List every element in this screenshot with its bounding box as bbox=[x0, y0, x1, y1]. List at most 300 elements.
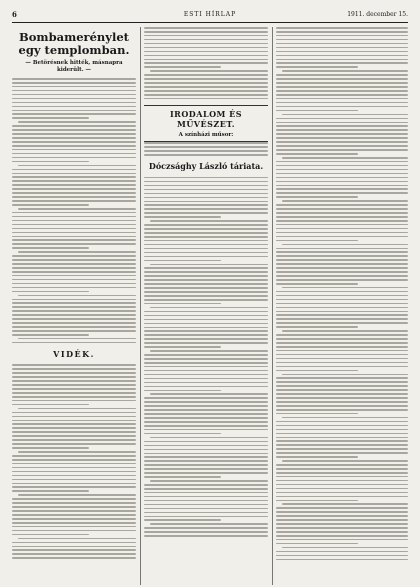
text-line bbox=[12, 514, 136, 516]
text-line bbox=[276, 196, 358, 198]
headline-bomb: Bombamerénylet egy templomban. bbox=[18, 30, 130, 57]
text-line bbox=[276, 543, 358, 545]
text-line bbox=[144, 240, 268, 242]
text-line bbox=[12, 267, 136, 269]
text-line bbox=[12, 334, 89, 336]
article-body bbox=[276, 27, 408, 560]
text-line bbox=[276, 102, 408, 104]
text-line bbox=[144, 39, 268, 41]
text-line bbox=[276, 232, 408, 234]
text-line bbox=[150, 264, 268, 266]
text-line bbox=[12, 243, 136, 245]
text-line bbox=[144, 346, 221, 348]
section-irodalom: IRODALOM ÉS MŰVÉSZET. bbox=[169, 109, 243, 130]
text-line bbox=[276, 224, 408, 226]
text-line bbox=[12, 192, 136, 194]
text-line bbox=[276, 283, 358, 285]
text-line bbox=[276, 267, 408, 269]
text-line bbox=[12, 110, 136, 112]
text-line bbox=[144, 378, 268, 380]
text-line bbox=[12, 236, 136, 238]
text-line bbox=[276, 169, 408, 171]
text-line bbox=[144, 445, 268, 447]
text-line bbox=[12, 196, 136, 198]
text-line bbox=[150, 480, 268, 482]
text-line bbox=[144, 177, 268, 179]
text-line bbox=[276, 204, 408, 206]
text-line bbox=[144, 508, 268, 510]
text-line bbox=[144, 496, 268, 498]
text-line bbox=[18, 494, 136, 496]
text-line bbox=[12, 439, 136, 441]
text-line bbox=[276, 484, 408, 486]
column-1 bbox=[12, 27, 136, 561]
text-line bbox=[144, 204, 268, 206]
text-line bbox=[12, 94, 136, 96]
text-line bbox=[12, 102, 136, 104]
text-line bbox=[276, 153, 358, 155]
text-line bbox=[150, 523, 268, 525]
text-line bbox=[144, 150, 268, 152]
text-line bbox=[144, 519, 221, 521]
text-line bbox=[150, 70, 268, 72]
text-line bbox=[12, 318, 136, 320]
text-line bbox=[144, 334, 268, 336]
text-line bbox=[144, 232, 268, 234]
text-line bbox=[12, 255, 136, 257]
text-line bbox=[144, 500, 268, 502]
text-line bbox=[276, 440, 408, 442]
text-line bbox=[276, 314, 408, 316]
text-line bbox=[276, 515, 408, 517]
text-line bbox=[276, 342, 408, 344]
text-line bbox=[276, 27, 408, 29]
text-line bbox=[144, 516, 268, 518]
text-line bbox=[12, 263, 136, 265]
text-line bbox=[276, 271, 408, 273]
text-line bbox=[276, 350, 408, 352]
text-line bbox=[18, 208, 136, 210]
text-line bbox=[12, 228, 136, 230]
text-line bbox=[144, 287, 268, 289]
text-line bbox=[12, 420, 136, 422]
text-line bbox=[144, 504, 268, 506]
text-line bbox=[144, 236, 268, 238]
text-line bbox=[276, 381, 408, 383]
text-line bbox=[276, 535, 408, 537]
text-line bbox=[144, 386, 268, 388]
text-line bbox=[144, 201, 268, 203]
text-line bbox=[144, 35, 268, 37]
text-line bbox=[144, 374, 268, 376]
text-line bbox=[144, 295, 268, 297]
text-line bbox=[12, 510, 136, 512]
text-line bbox=[276, 263, 408, 265]
text-line bbox=[12, 176, 136, 178]
text-line bbox=[12, 443, 136, 445]
text-line bbox=[144, 531, 268, 533]
text-line bbox=[12, 82, 136, 84]
text-line bbox=[144, 86, 268, 88]
text-line bbox=[276, 456, 358, 458]
text-line bbox=[144, 421, 268, 423]
text-line bbox=[144, 31, 268, 33]
text-line bbox=[12, 534, 89, 536]
text-line bbox=[12, 173, 136, 175]
text-line bbox=[144, 303, 221, 305]
text-line bbox=[12, 275, 136, 277]
text-line bbox=[12, 380, 136, 382]
text-line bbox=[12, 247, 89, 249]
text-line bbox=[12, 287, 136, 289]
text-line bbox=[282, 244, 408, 246]
text-line bbox=[144, 82, 268, 84]
text-line bbox=[144, 382, 268, 384]
text-line bbox=[12, 180, 136, 182]
text-line bbox=[276, 334, 408, 336]
text-line bbox=[12, 326, 136, 328]
text-line bbox=[276, 220, 408, 222]
text-line bbox=[282, 330, 408, 332]
text-line bbox=[12, 86, 136, 88]
text-line bbox=[144, 224, 268, 226]
text-line bbox=[144, 47, 268, 49]
text-line bbox=[144, 362, 268, 364]
text-line bbox=[18, 251, 136, 253]
text-line bbox=[12, 157, 136, 159]
text-line bbox=[150, 307, 268, 309]
text-line bbox=[276, 145, 408, 147]
text-line bbox=[144, 460, 268, 462]
text-line bbox=[144, 484, 268, 486]
text-line bbox=[144, 62, 268, 64]
text-line bbox=[144, 441, 268, 443]
text-line bbox=[12, 455, 136, 457]
text-line bbox=[144, 248, 268, 250]
text-line bbox=[276, 322, 408, 324]
column-divider bbox=[272, 27, 273, 585]
text-line bbox=[276, 413, 358, 415]
text-line bbox=[276, 527, 408, 529]
text-line bbox=[282, 547, 408, 549]
text-line bbox=[12, 283, 136, 285]
text-line bbox=[12, 141, 136, 143]
text-line bbox=[276, 559, 408, 561]
text-line bbox=[12, 502, 136, 504]
article-title-doczsaghy: Dóczsághy László táriata. bbox=[148, 160, 264, 171]
text-line bbox=[144, 78, 268, 80]
text-line bbox=[144, 197, 268, 199]
text-line bbox=[144, 476, 221, 478]
text-line bbox=[12, 423, 136, 425]
text-line bbox=[18, 538, 136, 540]
text-line bbox=[282, 70, 408, 72]
text-line bbox=[144, 228, 268, 230]
text-line bbox=[12, 546, 136, 548]
text-line bbox=[12, 376, 136, 378]
text-line bbox=[276, 133, 408, 135]
text-line bbox=[276, 385, 408, 387]
text-line bbox=[276, 98, 408, 100]
text-line bbox=[144, 181, 268, 183]
text-line bbox=[144, 527, 268, 529]
text-line bbox=[144, 401, 268, 403]
text-line bbox=[144, 338, 268, 340]
text-line bbox=[12, 153, 136, 155]
text-line bbox=[12, 306, 136, 308]
text-line bbox=[276, 122, 408, 124]
text-line bbox=[276, 39, 408, 41]
text-line bbox=[12, 498, 136, 500]
text-line bbox=[276, 437, 408, 439]
text-line bbox=[276, 464, 408, 466]
text-line bbox=[276, 55, 408, 57]
text-line bbox=[12, 530, 136, 532]
text-line bbox=[144, 275, 268, 277]
text-line bbox=[144, 319, 268, 321]
text-line bbox=[282, 503, 408, 505]
text-line bbox=[276, 507, 408, 509]
text-line bbox=[276, 295, 408, 297]
text-line bbox=[276, 255, 408, 257]
text-line bbox=[12, 435, 136, 437]
text-line bbox=[144, 208, 268, 210]
text-line bbox=[12, 404, 89, 406]
text-line bbox=[144, 449, 268, 451]
program-list bbox=[144, 142, 268, 155]
article-body bbox=[144, 177, 268, 537]
section-videk: VIDÉK. bbox=[53, 349, 95, 360]
text-line bbox=[276, 192, 408, 194]
text-line bbox=[276, 307, 408, 309]
text-line bbox=[144, 212, 268, 214]
text-line bbox=[12, 188, 136, 190]
text-line bbox=[144, 366, 268, 368]
text-line bbox=[144, 330, 268, 332]
text-line bbox=[12, 117, 89, 119]
text-line bbox=[276, 480, 408, 482]
text-line bbox=[144, 90, 268, 92]
text-line bbox=[12, 129, 136, 131]
header-rule bbox=[12, 22, 408, 23]
text-line bbox=[144, 405, 268, 407]
text-line bbox=[144, 397, 268, 399]
text-line bbox=[276, 555, 408, 557]
text-line bbox=[276, 326, 358, 328]
text-line bbox=[12, 224, 136, 226]
text-line bbox=[276, 303, 408, 305]
text-line bbox=[12, 526, 136, 528]
text-line bbox=[276, 43, 408, 45]
text-line bbox=[276, 181, 408, 183]
text-line bbox=[276, 377, 408, 379]
text-line bbox=[12, 368, 136, 370]
text-line bbox=[276, 511, 408, 513]
text-line bbox=[276, 338, 408, 340]
text-line bbox=[18, 408, 136, 410]
text-line bbox=[144, 189, 268, 191]
text-line bbox=[276, 86, 408, 88]
article-body bbox=[144, 27, 268, 99]
text-line bbox=[276, 62, 408, 64]
text-line bbox=[276, 188, 408, 190]
text-line bbox=[276, 519, 408, 521]
text-line bbox=[150, 220, 268, 222]
text-line bbox=[276, 106, 408, 108]
subhead-bomb: — Betörésnek hitték, másnapra kiderült. — bbox=[25, 60, 123, 73]
text-line bbox=[144, 409, 268, 411]
text-line bbox=[12, 133, 136, 135]
text-line bbox=[276, 59, 408, 61]
text-line bbox=[276, 251, 408, 253]
text-line bbox=[276, 161, 408, 163]
columns bbox=[12, 27, 408, 585]
text-line bbox=[150, 350, 268, 352]
text-line bbox=[144, 488, 268, 490]
page-header bbox=[12, 8, 408, 22]
text-line bbox=[144, 492, 268, 494]
text-line bbox=[276, 137, 408, 139]
text-line bbox=[12, 483, 136, 485]
section-box bbox=[144, 105, 268, 142]
text-line bbox=[144, 358, 268, 360]
text-line bbox=[276, 358, 408, 360]
text-line bbox=[276, 129, 408, 131]
text-line bbox=[276, 165, 408, 167]
text-line bbox=[12, 479, 136, 481]
text-line bbox=[144, 216, 221, 218]
text-line bbox=[12, 314, 136, 316]
text-line bbox=[276, 354, 408, 356]
text-line bbox=[12, 553, 136, 555]
text-line bbox=[12, 471, 136, 473]
text-line bbox=[282, 460, 408, 462]
text-line bbox=[276, 488, 408, 490]
text-line bbox=[144, 425, 268, 427]
text-line bbox=[12, 149, 136, 151]
text-line bbox=[12, 137, 136, 139]
text-line bbox=[282, 157, 408, 159]
text-line bbox=[276, 500, 358, 502]
text-line bbox=[144, 244, 268, 246]
text-line bbox=[12, 518, 136, 520]
text-line bbox=[144, 260, 221, 262]
text-line bbox=[282, 374, 408, 376]
text-line bbox=[144, 535, 268, 537]
article-body bbox=[12, 78, 136, 343]
text-line bbox=[12, 490, 89, 492]
text-line bbox=[276, 240, 358, 242]
text-line bbox=[276, 468, 408, 470]
text-line bbox=[276, 248, 408, 250]
text-line bbox=[144, 390, 221, 392]
text-line bbox=[276, 311, 408, 313]
text-line bbox=[144, 185, 268, 187]
text-line bbox=[276, 421, 408, 423]
text-line bbox=[12, 184, 136, 186]
text-line bbox=[276, 476, 408, 478]
text-line bbox=[144, 315, 268, 317]
text-line bbox=[276, 212, 408, 214]
text-line bbox=[12, 259, 136, 261]
text-line bbox=[282, 417, 408, 419]
text-line bbox=[12, 204, 89, 206]
text-line bbox=[12, 310, 136, 312]
text-line bbox=[144, 512, 268, 514]
text-line bbox=[18, 121, 136, 123]
text-line bbox=[276, 141, 408, 143]
text-line bbox=[12, 232, 136, 234]
text-line bbox=[276, 228, 408, 230]
text-line bbox=[12, 467, 136, 469]
text-line bbox=[276, 492, 408, 494]
text-line bbox=[12, 384, 136, 386]
text-line bbox=[12, 216, 136, 218]
text-line bbox=[144, 66, 221, 68]
text-line bbox=[12, 291, 89, 293]
text-line bbox=[144, 146, 268, 148]
text-line bbox=[276, 346, 408, 348]
text-line bbox=[276, 444, 408, 446]
text-line bbox=[12, 447, 89, 449]
text-line bbox=[276, 177, 408, 179]
text-line bbox=[144, 323, 268, 325]
text-line bbox=[12, 169, 136, 171]
text-line bbox=[12, 522, 136, 524]
text-line bbox=[12, 302, 136, 304]
text-line bbox=[12, 113, 136, 115]
text-line bbox=[282, 114, 408, 116]
issue-date: 1911. december 15. bbox=[347, 11, 408, 18]
text-line bbox=[276, 78, 408, 80]
text-line bbox=[144, 464, 268, 466]
masthead: ESTI HÍRLAP bbox=[183, 11, 237, 18]
text-line bbox=[12, 342, 136, 344]
text-line bbox=[276, 425, 408, 427]
text-line bbox=[12, 416, 136, 418]
text-line bbox=[276, 448, 408, 450]
text-line bbox=[276, 51, 408, 53]
text-line bbox=[144, 193, 268, 195]
text-line bbox=[144, 252, 268, 254]
text-line bbox=[276, 531, 408, 533]
text-line bbox=[144, 256, 268, 258]
text-line bbox=[276, 299, 408, 301]
text-line bbox=[276, 366, 408, 368]
text-line bbox=[12, 271, 136, 273]
text-line bbox=[144, 27, 268, 29]
text-line bbox=[144, 43, 268, 45]
text-line bbox=[144, 354, 268, 356]
text-line bbox=[282, 200, 408, 202]
text-line bbox=[276, 173, 408, 175]
text-line bbox=[144, 291, 268, 293]
text-line bbox=[276, 208, 408, 210]
text-line bbox=[144, 55, 268, 57]
text-line bbox=[12, 279, 136, 281]
text-line bbox=[144, 453, 268, 455]
text-line bbox=[150, 393, 268, 395]
text-line bbox=[144, 429, 268, 431]
text-line bbox=[276, 47, 408, 49]
text-line bbox=[12, 372, 136, 374]
article-body bbox=[12, 364, 136, 559]
text-line bbox=[276, 275, 408, 277]
text-line bbox=[144, 267, 268, 269]
text-line bbox=[276, 216, 408, 218]
text-line bbox=[276, 472, 408, 474]
text-line bbox=[276, 429, 408, 431]
